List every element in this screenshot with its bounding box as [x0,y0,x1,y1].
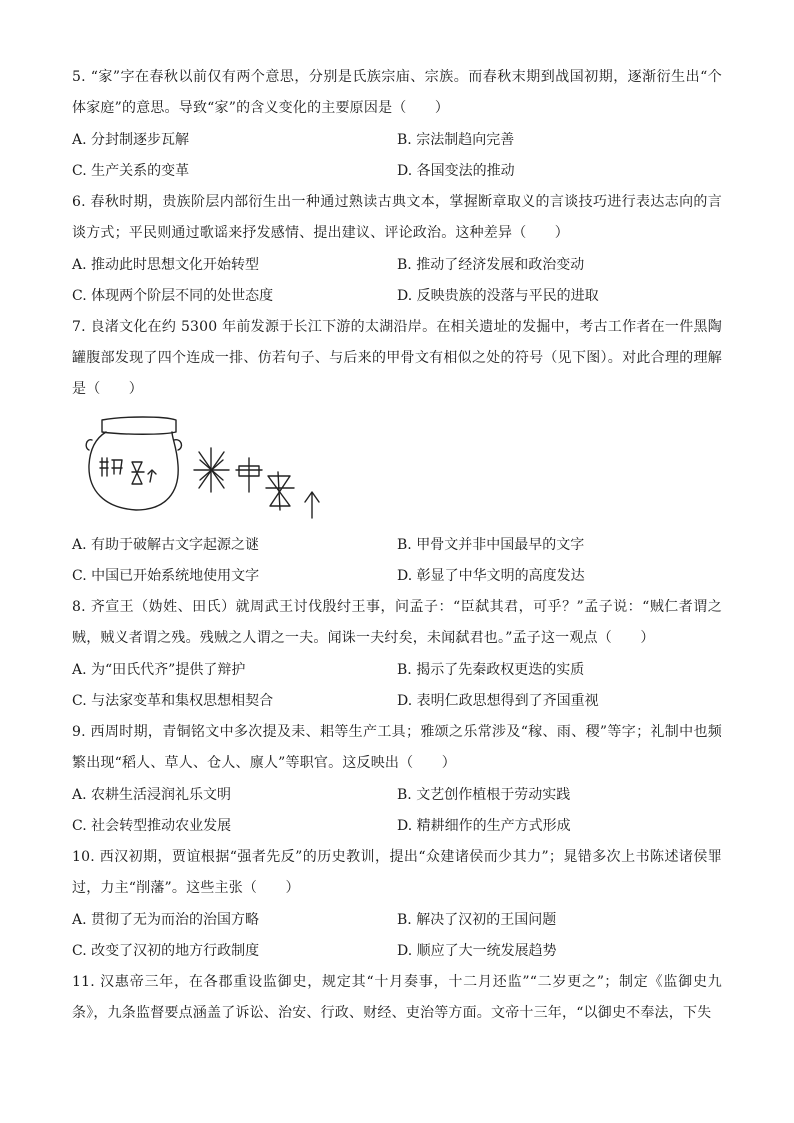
question-7-option-b: B. 甲骨文并非中国最早的文字 [397,537,585,553]
question-9-option-c: C. 社会转型推动农业发展 [72,818,232,834]
question-9-option-a: A. 农耕生活浸润礼乐文明 [72,787,232,803]
question-8-option-b: B. 揭示了先秦政权更迭的实质 [397,662,585,678]
question-5-option-c: C. 生产关系的变革 [72,163,190,179]
question-8-option-d: D. 表明仁政思想得到了齐国重视 [397,693,599,709]
question-10-stem: 10. 西汉初期，贾谊根据“强者先反”的历史教训，提出“众建诸侯而少其力”；晁错多次上书陈述诸侯罪过，力主“削藩”。这些主张（ ） [72,849,722,896]
question-10-option-b: B. 解决了汉初的王国问题 [397,912,557,928]
question-7-option-c: C. 中国已开始系统地使用文字 [72,568,260,584]
question-9-option-d: D. 精耕细作的生产方式形成 [397,818,571,834]
question-6-option-d: D. 反映贵族的没落与平民的进取 [397,288,599,304]
pottery-jar-drawing [86,417,181,510]
question-6-option-c: C. 体现两个阶层不同的处世态度 [72,288,274,304]
arrow-symbol [305,492,319,518]
question-6-option-a: A. 推动此时思想文化开始转型 [72,257,260,273]
question-8-option-a: A. 为“田氏代齐”提供了辩护 [72,662,246,678]
question-8-stem: 8. 齐宣王（妫姓、田氏）就周武王讨伐殷纣王事，问孟子：“臣弑其君，可乎？”孟子说：“贼仁者谓之贼，贼义者谓之残。残贼之人谓之一夫。闻诛一夫纣矣，未闻弑君也。”孟子这一观点（ ） [72,599,722,646]
question-5-option-d: D. 各国变法的推动 [397,163,515,179]
question-7-stem: 7. 良渚文化在约 5300 年前发源于长江下游的太湖沿岸。在相关遗址的发掘中，考古工作者在一件黑陶罐腹部发现了四个连成一排、仿若句子、与后来的甲骨文有相似之处的符号（见下图）。对此合理的理解是（ ） [72,319,722,397]
question-10-option-c: C. 改变了汉初的地方行政制度 [72,943,260,959]
question-9-stem: 9. 西周时期，青铜铭文中多次提及耒、耜等生产工具；雅颂之乐常涉及“稼、雨、稷”等字；礼制中也频繁出现“稻人、草人、仓人、廪人”等职官。这反映出（ ） [72,724,722,771]
question-5-option-b: B. 宗法制趋向完善 [397,132,515,148]
question-10-option-d: D. 顺应了大一统发展趋势 [397,943,557,959]
question-8-option-c: C. 与法家变革和集权思想相契合 [72,693,274,709]
hourglass-symbol [266,472,294,510]
question-11-stem: 11. 汉惠帝三年，在各郡重设监御史，规定其“十月奏事，十二月还监”“二岁更之”；制定《监御史九条》，九条监督要点涵盖了诉讼、治安、行政、财经、吏治等方面。文帝十三年，“以御史不奉法，下失 [72,974,722,1021]
question-5-option-a: A. 分封制逐步瓦解 [72,132,190,148]
question-6-stem: 6. 春秋时期，贵族阶层内部衍生出一种通过熟读古典文本，掌握断章取义的言谈技巧进行表达志向的言谈方式；平民则通过歌谣来抒发感情、提出建议、评论政治。这种差异（ ） [72,194,722,241]
question-6-option-b: B. 推动了经济发展和政治变动 [397,257,585,273]
question-10-option-a: A. 贯彻了无为而治的治国方略 [72,912,260,928]
pottery-jar-symbols-figure [84,410,334,525]
star-like-symbol [194,448,229,492]
zhong-like-symbol [236,458,262,492]
question-5-stem: 5. “家”字在春秋以前仅有两个意思，分别是氏族宗庙、宗族。而春秋末期到战国初期，逐渐衍生出“个体家庭”的意思。导致“家”的含义变化的主要原因是（ ） [72,69,722,116]
question-9-option-b: B. 文艺创作植根于劳动实践 [397,787,571,803]
question-7-option-d: D. 彰显了中华文明的高度发达 [397,568,585,584]
question-7-option-a: A. 有助于破解古文字起源之谜 [72,537,260,553]
